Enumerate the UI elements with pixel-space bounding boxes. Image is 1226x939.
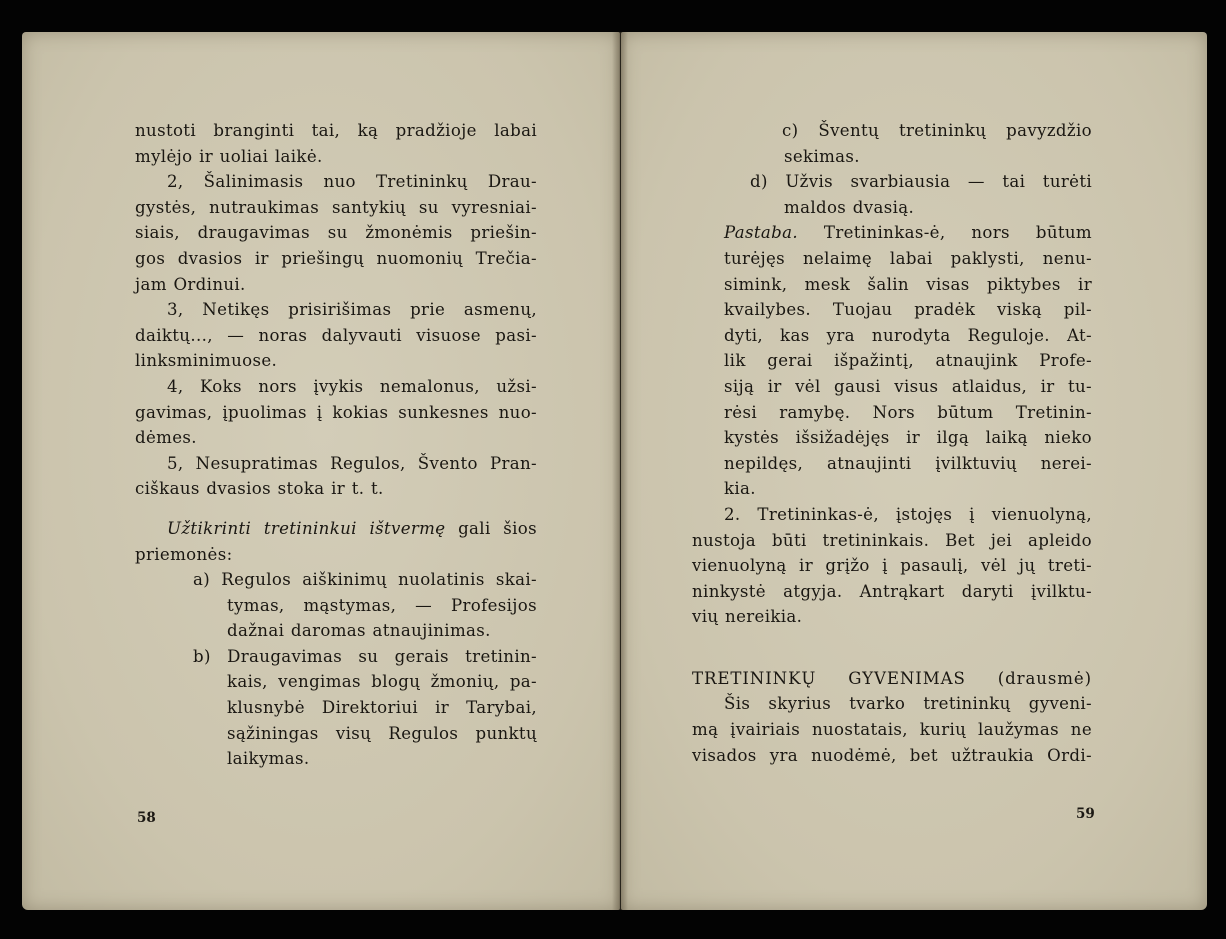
- left-text-line: gystės, nutraukimas santykių su vyresniai-: [135, 197, 537, 217]
- right-text-line: turėjęs nelaimę labai paklysti, nenu-: [724, 248, 1092, 268]
- right-text-line: kystės išsižadėjęs ir ilgą laiką nieko: [724, 428, 1092, 448]
- right-text-line: [692, 220, 1092, 246]
- left-text-line: a) Regulos aiškinimų nuolatinis skai-: [193, 570, 537, 590]
- note-text: Tretininkas-ė, nors būtum: [797, 223, 1092, 243]
- left-text-line: gos dvasios ir priešingų nuomonių Trečia-: [135, 248, 537, 268]
- right-text-line: nepildęs, atnaujinti įvilktuvių nerei-: [724, 453, 1092, 473]
- left-text-line: ciškaus dvasios stoka ir t. t.: [135, 479, 384, 499]
- spacer: [135, 502, 537, 516]
- left-text-line: dėmes.: [135, 428, 197, 448]
- italic-phrase-tail: gali šios: [445, 518, 537, 538]
- left-text-line: kais, vengimas blogų žmonių, pa-: [227, 672, 537, 692]
- left-text-line: daiktų..., — noras dalyvauti visuose pasi-: [135, 325, 537, 345]
- spacer: [692, 630, 1092, 666]
- right-text-line: rėsi ramybę. Nors būtum Tretinin-: [724, 402, 1092, 422]
- left-text-line: siais, draugavimas su žmonėmis priešin-: [135, 223, 537, 243]
- right-text-line: c) Šventų tretininkų pavyzdžio: [782, 121, 1092, 140]
- left-text-line: b) Draugavimas su gerais tretinin-: [193, 646, 537, 666]
- right-text-line: maldos dvasią.: [784, 197, 915, 217]
- page-number-right: 59: [1076, 806, 1095, 822]
- left-text-line: [135, 516, 537, 542]
- left-text-line: 5, Nesupratimas Regulos, Švento Pran-: [167, 453, 537, 473]
- right-text-line: Šis skyrius tvarko tretininkų gyveni-: [724, 694, 1092, 714]
- book-gutter: [612, 32, 628, 910]
- left-text-line: dažnai daromas atnaujinimas.: [227, 621, 491, 641]
- right-text-line: vienuolyną ir grįžo į pasaulį, vėl jų treti-: [692, 556, 1092, 576]
- right-text-line: vių nereikia.: [692, 607, 803, 627]
- left-text-line: linksminimuose.: [135, 351, 278, 371]
- right-text-line: dyti, kas yra nurodyta Reguloje. At-: [724, 325, 1092, 345]
- note-label: Pastaba.: [724, 223, 798, 243]
- left-text-line: klusnybė Direktoriui ir Tarybai,: [227, 698, 537, 718]
- italic-phrase: Užtikrinti tretininkui ištvermę: [167, 518, 446, 538]
- right-text-line: kvailybes. Tuojau pradėk viską pil-: [724, 300, 1092, 320]
- left-page-text: [135, 118, 537, 772]
- right-text-line: TRETININKŲ GYVENIMAS (drausmė): [692, 668, 1092, 688]
- right-text-line: siją ir vėl gausi visus atlaidus, ir tu-: [724, 376, 1092, 396]
- left-text-line: 2, Šalinimasis nuo Tretininkų Drau-: [167, 172, 537, 192]
- left-text-line: gavimas, įpuolimas į kokias sunkesnes nuo-: [135, 402, 537, 422]
- left-text-line: priemonės:: [135, 544, 233, 564]
- left-text-line: laikymas.: [227, 749, 310, 769]
- right-text-line: ninkystė atgyja. Antrąkart daryti įvilktu-: [692, 581, 1092, 601]
- right-text-line: mą įvairiais nuostatais, kurių laužymas ne: [692, 720, 1092, 740]
- left-text-line: nustoti branginti tai, ką pradžioje labai: [135, 121, 537, 140]
- right-text-line: sekimas.: [784, 146, 860, 166]
- right-text-line: 2. Tretininkas-ė, įstojęs į vienuolyną,: [724, 504, 1092, 524]
- left-text-line: mylėjo ir uoliai laikė.: [135, 146, 323, 166]
- left-text-line: tymas, mąstymas, — Profesijos: [227, 595, 537, 615]
- right-text-line: simink, mesk šalin visas piktybes ir: [724, 274, 1092, 294]
- page-number-left: 58: [137, 810, 156, 826]
- right-text-line: kia.: [724, 479, 756, 499]
- right-text-line: d) Užvis svarbiausia — tai turėti: [750, 172, 1092, 192]
- right-page-text: [692, 118, 1092, 768]
- right-text-line: lik gerai išpažintį, atnaujink Profe-: [724, 351, 1092, 371]
- right-text-line: visados yra nuodėmė, bet užtraukia Ordi-: [692, 745, 1092, 765]
- right-text-line: nustoja būti tretininkais. Bet jei apleido: [692, 530, 1092, 550]
- left-text-line: 4, Koks nors įvykis nemalonus, užsi-: [167, 376, 537, 396]
- left-text-line: 3, Netikęs prisirišimas prie asmenų,: [167, 300, 537, 320]
- left-text-line: jam Ordinui.: [135, 274, 246, 294]
- left-text-line: sąžiningas visų Regulos punktų: [227, 723, 537, 743]
